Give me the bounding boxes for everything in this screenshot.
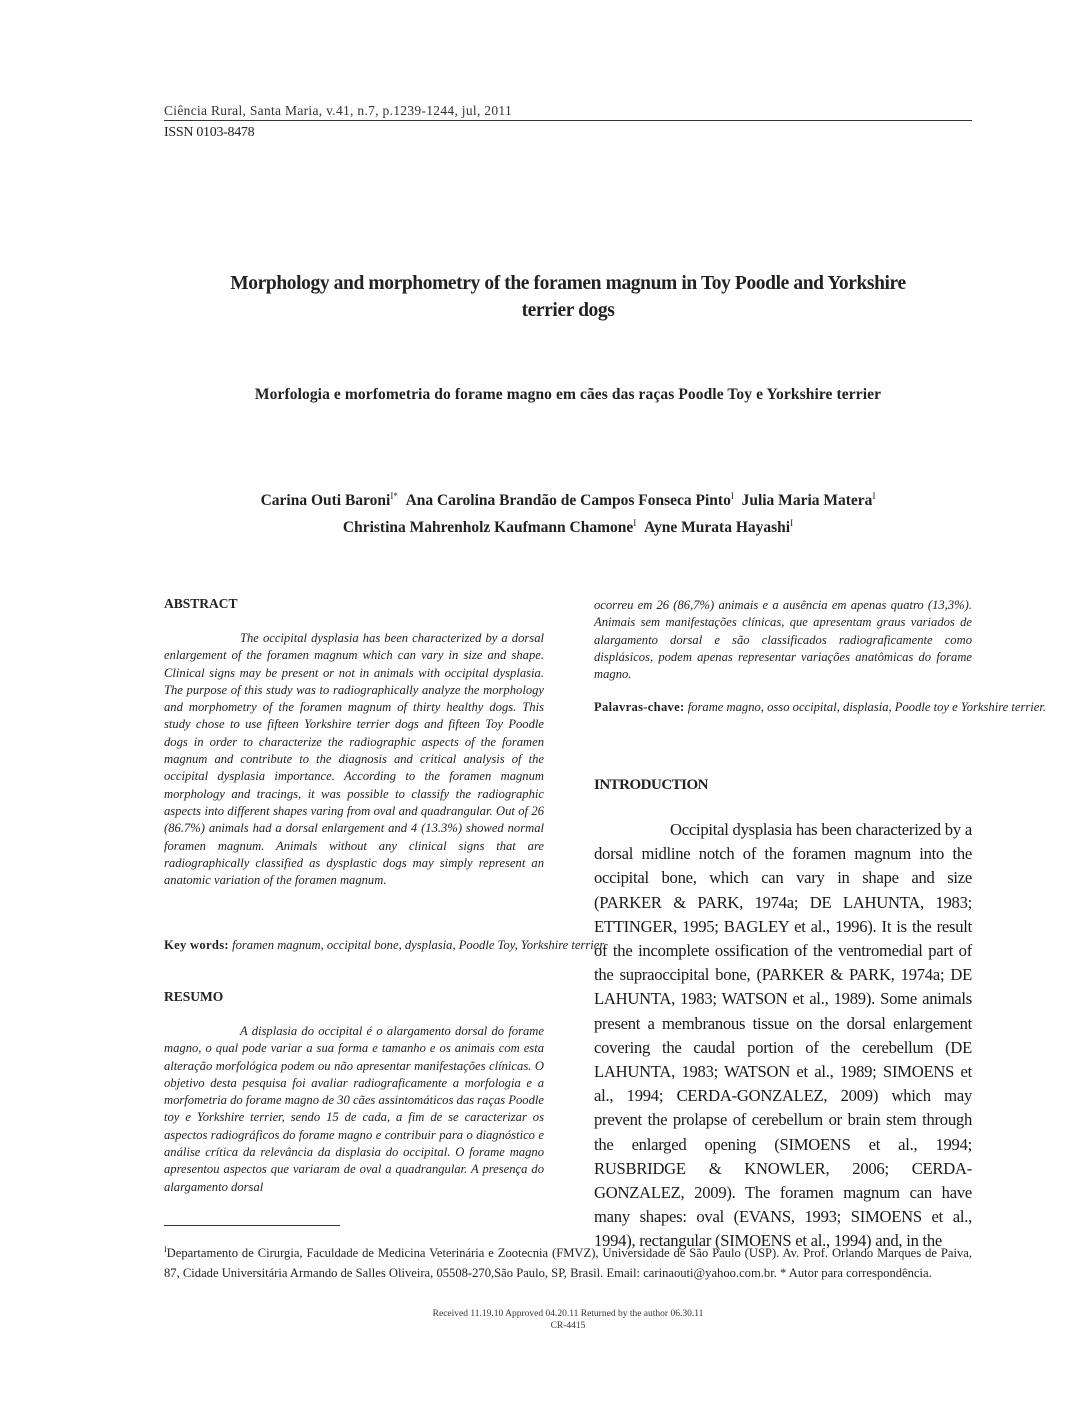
- author-name: Julia Maria Matera: [741, 492, 873, 509]
- author-affiliation-mark: I: [730, 491, 734, 501]
- title-line-1: Morphology and morphometry of the foramen magnum in Toy Poodle and Yorkshire: [230, 273, 906, 294]
- palavras-chave-label: Palavras-chave:: [594, 700, 685, 714]
- received-dates: Received 11.19.10 Approved 04.20.11 Returned by the author 06.30.11: [432, 1309, 704, 1319]
- author-affiliation-mark: I*: [390, 491, 398, 501]
- paper-subtitle: Morfologia e morfometria do forame magno em cães das raças Poodle Toy e Yorkshire terrier: [254, 386, 882, 403]
- resumo-text: A displasia do occipital é o alargamento dorsal do forame magno, o qual pode variar a sua forma e tamanho e os animais com esta alteração morfológica podem ou não apresentar manifestações clínicas. O objetivo desta pesquisa foi avaliar radiograficamente a morfologia e a morfometria do forame magno de 30 cães assintomáticos das raças Poodle toy e Yorkshire terrier, sendo 15 de cada, a fim de se caracterizar os aspectos radiográficos do forame magno e contribuir para o diagnóstico e análise crítica da relevância da displasia do occipital. O forame magno apresentou aspectos que variaram de oval a quadrangular. A presença do alargamento dorsal: [164, 1024, 544, 1194]
- abstract-text: The occipital dysplasia has been characterized by a dorsal enlargement of the foramen magnum which can vary in size and shape. Clinical signs may be present or not in animals with occipital dysplasia. The purpose of this study was to radiographically analyze the morphology and morphometry of the foramen magnum of thirty healthy dogs. This study chose to use fifteen Yorkshire terrier dogs and fifteen Toy Poodle dogs in order to characterize the radiographic aspects of the foramen magnum and contribute to the diagnosis and critical analysis of the occipital dysplasia importance. According to the foramen magnum morphology and tracings, it was possible to classify the radiographic aspects into different shapes varing from oval and quadrangular. Out of 26 (86.7%) animals had a dorsal enlargement and 4 (13.3%) showed normal foramen magnum. Animals without any clinical signs that are radiographically classified as dysplastic dogs may simply represent an anatomic variation of the foramen magnum.: [164, 631, 544, 888]
- author-line-2: [164, 512, 972, 539]
- author-affiliation-mark: I: [633, 518, 637, 528]
- author-name: Ana Carolina Brandão de Campos Fonseca Pinto: [405, 492, 731, 509]
- palavras-chave-text: forame magno, osso occipital, displasia, Poodle toy e Yorkshire terrier.: [687, 700, 1047, 714]
- header-rule: [164, 120, 972, 121]
- author-affiliation-mark: I: [790, 518, 794, 528]
- resumo-heading: RESUMO: [164, 989, 224, 1004]
- footnote-text: Departamento de Cirurgia, Faculdade de Medicina Veterinária e Zootecnia (FMVZ), Universidade de São Paulo (USP). Av. Prof. Orlando Marques de Paiva, 87, Cidade Universitária Armando de Salles Oliveira, 05508-270,São Paulo, SP, Brasil. Email: carinaouti@yahoo.com.br. * Autor para correspondência.: [164, 1246, 972, 1280]
- footnote-rule: [164, 1225, 340, 1226]
- introduction-heading: INTRODUCTION: [594, 777, 709, 793]
- abstract-keywords: [164, 937, 626, 954]
- journal-header: Ciência Rural, Santa Maria, v.41, n.7, p.1239-1244, jul, 2011: [164, 103, 512, 118]
- abstract-heading: ABSTRACT: [164, 596, 238, 611]
- resumo-continuation: ocorreu em 26 (86,7%) animais e a ausência em apenas quatro (13,3%). Animais sem manifestações clínicas, que apresentam graus variados de alargamento dorsal e são classificados radiograficamente como displásicos, podem apenas representar variações anatômicas do forame magno.: [594, 598, 972, 682]
- author-name: Carina Outi Baroni: [260, 492, 391, 509]
- title-line-2: terrier dogs: [521, 300, 615, 321]
- manuscript-code: CR-4415: [550, 1321, 586, 1331]
- introduction-text: Occipital dysplasia has been characterized by a dorsal midline notch of the foramen magnum into the occipital bone, which can vary in shape and size (PARKER & PARK, 1974a; DE LAHUNTA, 1983; ETTINGER, 1995; BAGLEY et al., 1996). It is the result of the incomplete ossification of the ventromedial part of the supraoccipital bone, (PARKER & PARK, 1974a; DE LAHUNTA, 1983; WATSON et al., 1989). Some animals present a membranous tissue on the dorsal enlargement covering the caudal portion of the cerebellum (DE LAHUNTA, 1983; WATSON et al., 1989; SIMOENS et al., 1994; CERDA-GONZALEZ, 2009) which may prevent the prolapse of cerebellum or brain stem through the enlarged opening (SIMOENS et al., 1994; RUSBRIDGE & KNOWLER, 2006; CERDA-GONZALEZ, 2009). The foramen magnum can have many shapes: oval (EVANS, 1993; SIMOENS et al., 1994), rectangular (SIMOENS et al., 1994) and, in the: [594, 820, 972, 1251]
- paper-title: [164, 270, 972, 324]
- resumo-keywords: [594, 699, 1054, 716]
- keywords-text: foramen magnum, occipital bone, dysplasia, Poodle Toy, Yorkshire terrier.: [232, 938, 607, 952]
- received-info: [164, 1308, 972, 1332]
- author-name: Ayne Murata Hayashi: [644, 519, 791, 536]
- affiliation-footnote: [164, 1240, 972, 1283]
- author-affiliation-mark: I: [872, 491, 876, 501]
- author-line-1: [164, 485, 972, 512]
- author-list: [164, 485, 972, 539]
- footnote-mark: I: [164, 1245, 167, 1254]
- issn: ISSN 0103-8478: [164, 125, 255, 140]
- author-name: Christina Mahrenholz Kaufmann Chamone: [342, 519, 634, 536]
- keywords-label: Key words:: [164, 938, 229, 952]
